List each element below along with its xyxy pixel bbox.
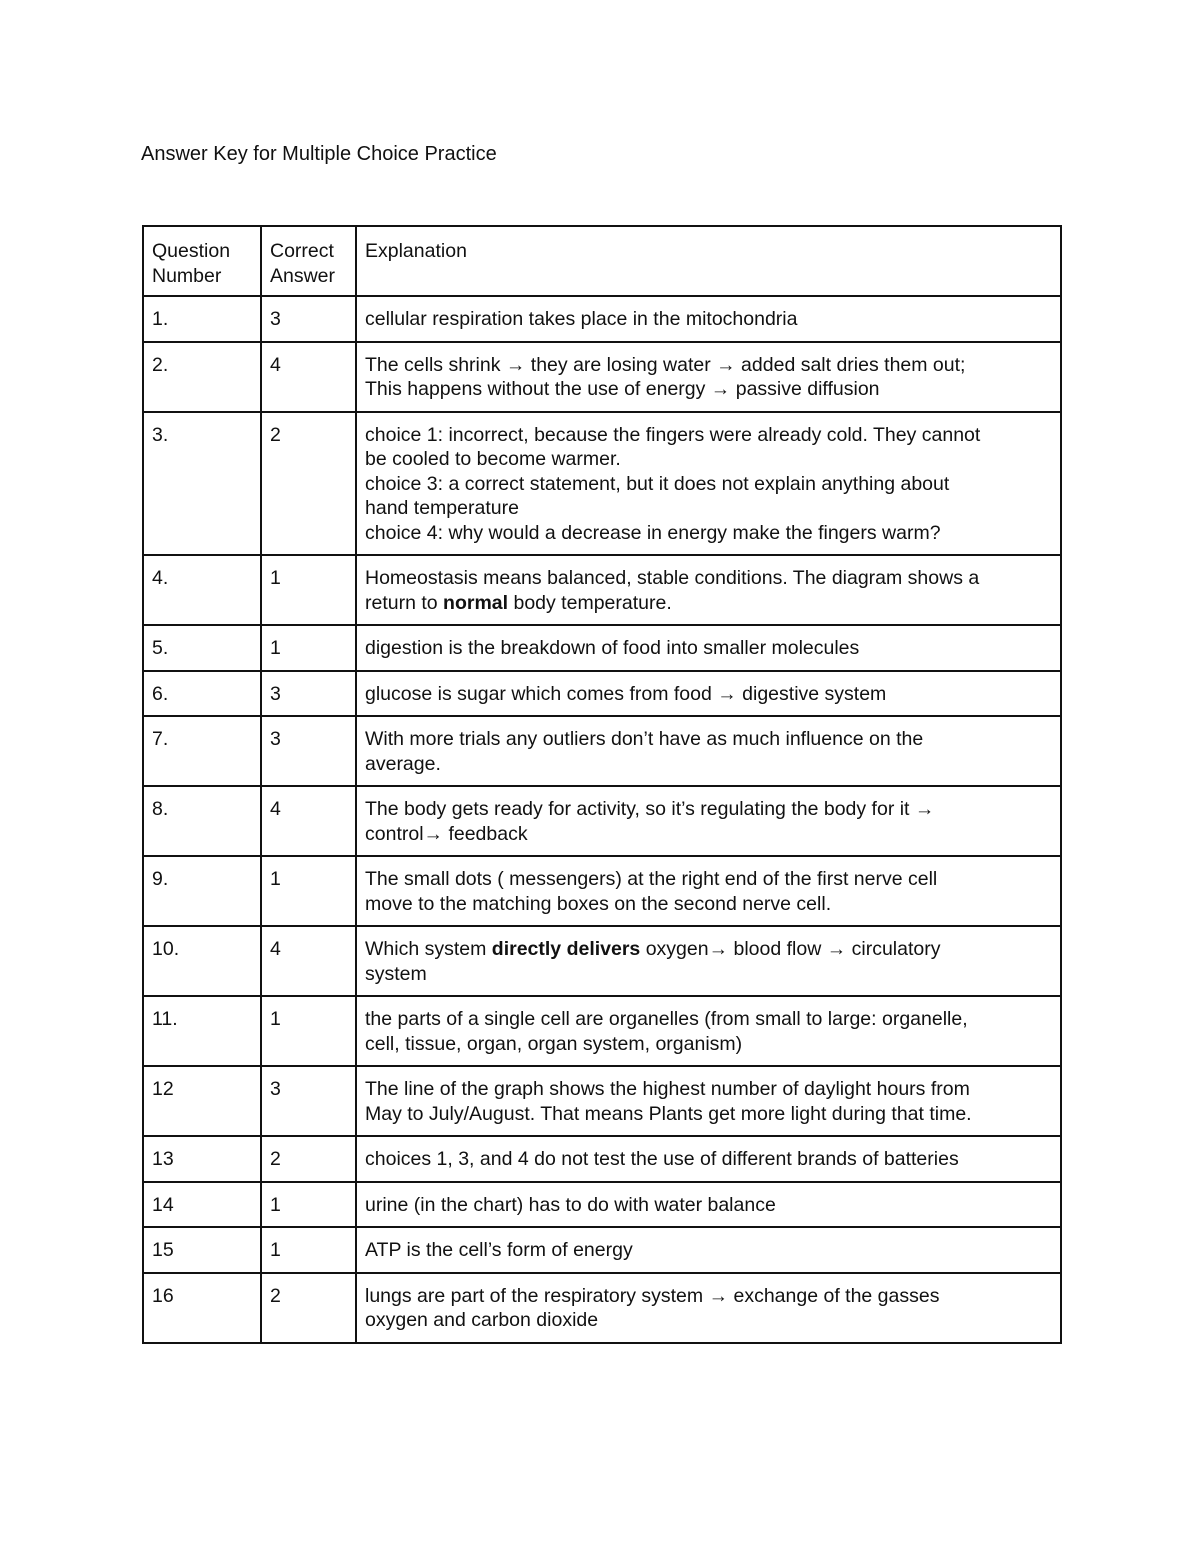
document-title: Answer Key for Multiple Choice Practice [141, 143, 497, 165]
correct-answer: 4 [261, 342, 356, 412]
table-row [143, 412, 1061, 556]
correct-answer: 1 [261, 1227, 356, 1273]
correct-answer: 4 [261, 926, 356, 996]
explanation: The small dots ( messengers) at the right end of the first nerve cell move to the matching boxes on the second nerve cell. [356, 856, 1061, 926]
explanation: glucose is sugar which comes from food → digestive system [356, 671, 1061, 717]
correct-answer: 1 [261, 856, 356, 926]
question-number: 14 [143, 1182, 261, 1228]
header-correct-answer: Correct Answer [261, 226, 356, 296]
question-number: 13 [143, 1136, 261, 1182]
question-number: 10. [143, 926, 261, 996]
question-number: 4. [143, 555, 261, 625]
correct-answer: 1 [261, 555, 356, 625]
table-row [143, 716, 1061, 786]
table-row [143, 856, 1061, 926]
correct-answer: 1 [261, 996, 356, 1066]
answer-key-table [142, 225, 1062, 1344]
question-number: 15 [143, 1227, 261, 1273]
question-number: 8. [143, 786, 261, 856]
correct-answer: 2 [261, 1273, 356, 1343]
question-number: 9. [143, 856, 261, 926]
table-row [143, 926, 1061, 996]
explanation: the parts of a single cell are organelles (from small to large: organelle, cell, tissue, organ, organ system, organism) [356, 996, 1061, 1066]
header-question-number: Question Number [143, 226, 261, 296]
table-row [143, 671, 1061, 717]
explanation: choice 1: incorrect, because the fingers were already cold. They cannot be cooled to become warmer. choice 3: a correct statement, but it does not explain anything about hand temperature choice 4: why would a decrease in energy make the fingers warm? [356, 412, 1061, 556]
explanation: The line of the graph shows the highest number of daylight hours from May to July/August. That means Plants get more light during that time. [356, 1066, 1061, 1136]
explanation: digestion is the breakdown of food into smaller molecules [356, 625, 1061, 671]
correct-answer: 1 [261, 625, 356, 671]
question-number: 12 [143, 1066, 261, 1136]
bold-emphasis: directly delivers [491, 938, 641, 960]
question-number: 5. [143, 625, 261, 671]
table-row [143, 1136, 1061, 1182]
correct-answer: 3 [261, 1066, 356, 1136]
bold-emphasis: normal [443, 591, 509, 614]
question-number: 7. [143, 716, 261, 786]
question-number: 11. [143, 996, 261, 1066]
question-number: 1. [143, 296, 261, 342]
explanation: urine (in the chart) has to do with water balance [356, 1182, 1061, 1228]
correct-answer: 4 [261, 786, 356, 856]
correct-answer: 3 [261, 716, 356, 786]
table-row [143, 342, 1061, 412]
question-number: 3. [143, 412, 261, 556]
table-row [143, 625, 1061, 671]
explanation: Homeostasis means balanced, stable conditions. The diagram shows a return to normal body temperature. [356, 555, 1061, 625]
table-row [143, 1182, 1061, 1228]
table-row [143, 786, 1061, 856]
correct-answer: 2 [261, 412, 356, 556]
correct-answer: 3 [261, 671, 356, 717]
explanation: cellular respiration takes place in the mitochondria [356, 296, 1061, 342]
table-row [143, 555, 1061, 625]
explanation: The cells shrink → they are losing water → added salt dries them out; This happens without the use of energy → passive diffusion [356, 342, 1061, 412]
explanation: choices 1, 3, and 4 do not test the use of different brands of batteries [356, 1136, 1061, 1182]
table-row [143, 1273, 1061, 1343]
table-header-row [143, 226, 1061, 296]
explanation: lungs are part of the respiratory system → exchange of the gasses oxygen and carbon dioxide [356, 1273, 1061, 1343]
question-number: 2. [143, 342, 261, 412]
explanation: Which system directly delivers oxygen→ blood flow → circulatory system [356, 926, 1061, 996]
question-number: 6. [143, 671, 261, 717]
header-explanation: Explanation [356, 226, 1061, 296]
explanation: The body gets ready for activity, so it’s regulating the body for it → control→ feedback [356, 786, 1061, 856]
table-row [143, 296, 1061, 342]
correct-answer: 1 [261, 1182, 356, 1228]
table-row [143, 996, 1061, 1066]
correct-answer: 2 [261, 1136, 356, 1182]
table-row [143, 1066, 1061, 1136]
explanation: With more trials any outliers don’t have as much influence on the average. [356, 716, 1061, 786]
explanation: ATP is the cell’s form of energy [356, 1227, 1061, 1273]
question-number: 16 [143, 1273, 261, 1343]
table-row [143, 1227, 1061, 1273]
correct-answer: 3 [261, 296, 356, 342]
